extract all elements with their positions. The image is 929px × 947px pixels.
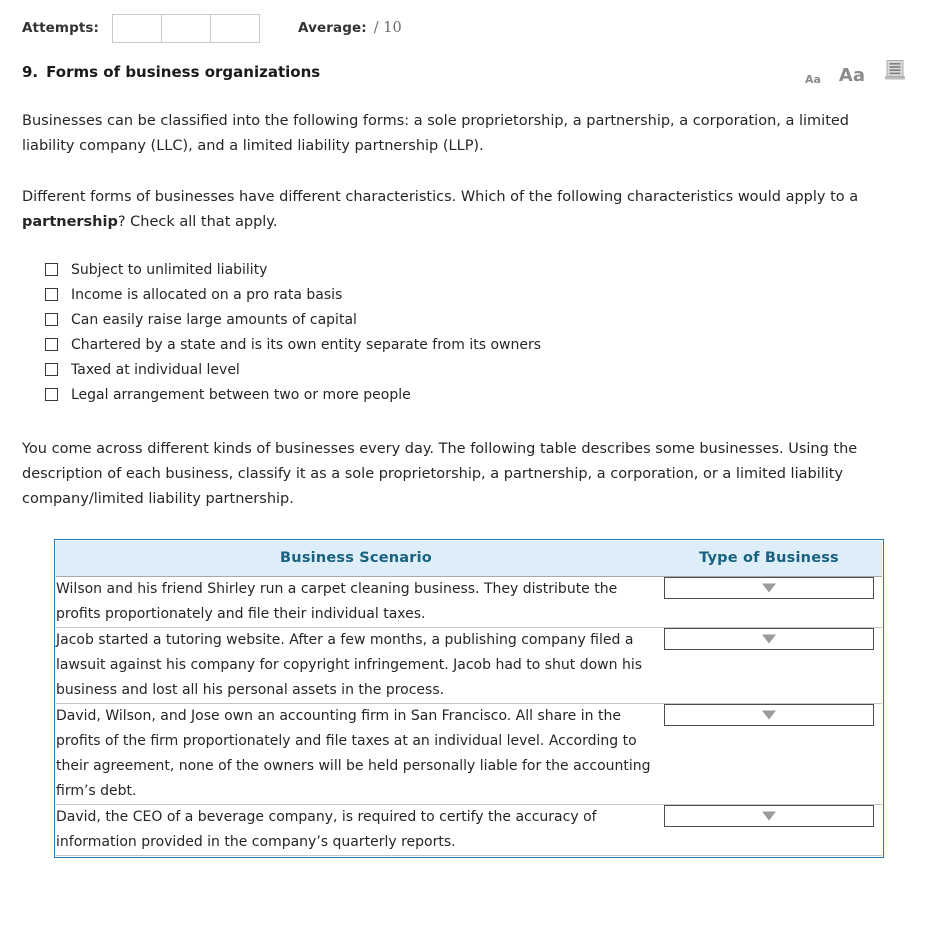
- scenario-text: David, the CEO of a beverage company, is required to certify the accuracy of information provided in the company’s quarterly reports.: [56, 805, 656, 856]
- attempt-box-1: [112, 14, 162, 43]
- checkbox-option[interactable]: [45, 382, 929, 407]
- checkbox-option[interactable]: [45, 357, 929, 382]
- checkbox-option[interactable]: [45, 307, 929, 332]
- question-number: 9.: [22, 63, 39, 81]
- checkbox-label: Taxed at individual level: [71, 361, 240, 378]
- checkbox-label: Subject to unlimited liability: [71, 261, 268, 278]
- checkbox-icon[interactable]: [45, 388, 58, 401]
- checkbox-option[interactable]: [45, 332, 929, 357]
- intro-paragraph: Businesses can be classified into the following forms: a sole proprietorship, a partnership, a corporation, a limited liability company (LLC), and a limited liability partnership (LLP).: [22, 113, 850, 154]
- type-cell: [656, 805, 882, 856]
- average-label: Average:: [298, 20, 367, 36]
- prompt-text-pre: Different forms of businesses have different characteristics. Which of the following characteristics would apply to a: [22, 189, 859, 205]
- checkbox-label: Can easily raise large amounts of capital: [71, 311, 357, 328]
- attempt-box-2: [161, 14, 211, 43]
- attempts-boxes: [112, 14, 260, 43]
- prompt-emphasis: partnership: [22, 214, 118, 230]
- checkbox-icon[interactable]: [45, 363, 58, 376]
- checkbox-icon[interactable]: [45, 263, 58, 276]
- checkbox-icon[interactable]: [45, 313, 58, 326]
- decrease-font-size-icon[interactable]: Aa: [804, 73, 821, 86]
- column-header-scenario: Business Scenario: [56, 541, 656, 577]
- attempt-box-3: [210, 14, 260, 43]
- checkbox-list: [0, 257, 929, 407]
- table-row: [56, 628, 882, 704]
- table-row: [56, 805, 882, 856]
- prompt-paragraph: [0, 185, 924, 235]
- table-header-row: [56, 541, 882, 577]
- column-header-type: Type of Business: [656, 541, 882, 577]
- scenario-text: Wilson and his friend Shirley run a carpet cleaning business. They distribute the profits proportionately and file their individual taxes.: [56, 577, 656, 628]
- table-intro-paragraph: You come across different kinds of businesses every day. The following table describes some businesses. Using the description of each business, classify it as a sole proprietorship, a partnership, a corporation, or a limited liability company/limited liability partnership.: [22, 441, 858, 507]
- type-of-business-dropdown[interactable]: [664, 628, 874, 650]
- scenario-text: David, Wilson, and Jose own an accounting firm in San Francisco. All share in the profits of the firm proportionately and file taxes at an individual level. According to their agreement, none of the owners will be held personally liable for the accounting firm’s debt.: [56, 704, 656, 805]
- chevron-down-icon: [762, 812, 776, 821]
- toolbar: [805, 59, 907, 85]
- type-of-business-dropdown[interactable]: [664, 577, 874, 599]
- table-row: [56, 704, 882, 805]
- chevron-down-icon: [762, 711, 776, 720]
- chevron-down-icon: [762, 584, 776, 593]
- page-title: [22, 63, 320, 81]
- scenario-text: Jacob started a tutoring website. After a few months, a publishing company filed a lawsuit against his company for copyright infringement. Jacob had to shut down his business and lost all his personal assets in the process.: [56, 628, 656, 704]
- checkbox-label: Chartered by a state and is its own entity separate from its owners: [71, 336, 541, 353]
- question-title-text: Forms of business organizations: [46, 63, 321, 81]
- business-scenario-table: [54, 539, 884, 858]
- checkbox-icon[interactable]: [45, 338, 58, 351]
- checkbox-label: Income is allocated on a pro rata basis: [71, 286, 343, 303]
- checkbox-option[interactable]: [45, 282, 929, 307]
- attempts-bar: [0, 0, 929, 34]
- type-cell: [656, 628, 882, 704]
- checkbox-icon[interactable]: [45, 288, 58, 301]
- type-of-business-dropdown[interactable]: [664, 805, 874, 827]
- type-cell: [656, 704, 882, 805]
- chevron-down-icon: [762, 635, 776, 644]
- checkbox-option[interactable]: [45, 257, 929, 282]
- table-row: [56, 577, 882, 628]
- increase-font-size-icon[interactable]: Aa: [838, 65, 865, 86]
- attempts-label: Attempts:: [22, 20, 100, 36]
- type-cell: [656, 577, 882, 628]
- prompt-text-post: ? Check all that apply.: [117, 214, 278, 230]
- reader-view-icon[interactable]: [883, 59, 907, 85]
- type-of-business-dropdown[interactable]: [664, 704, 874, 726]
- checkbox-label: Legal arrangement between two or more people: [71, 386, 411, 403]
- average-value: / 10: [373, 20, 402, 36]
